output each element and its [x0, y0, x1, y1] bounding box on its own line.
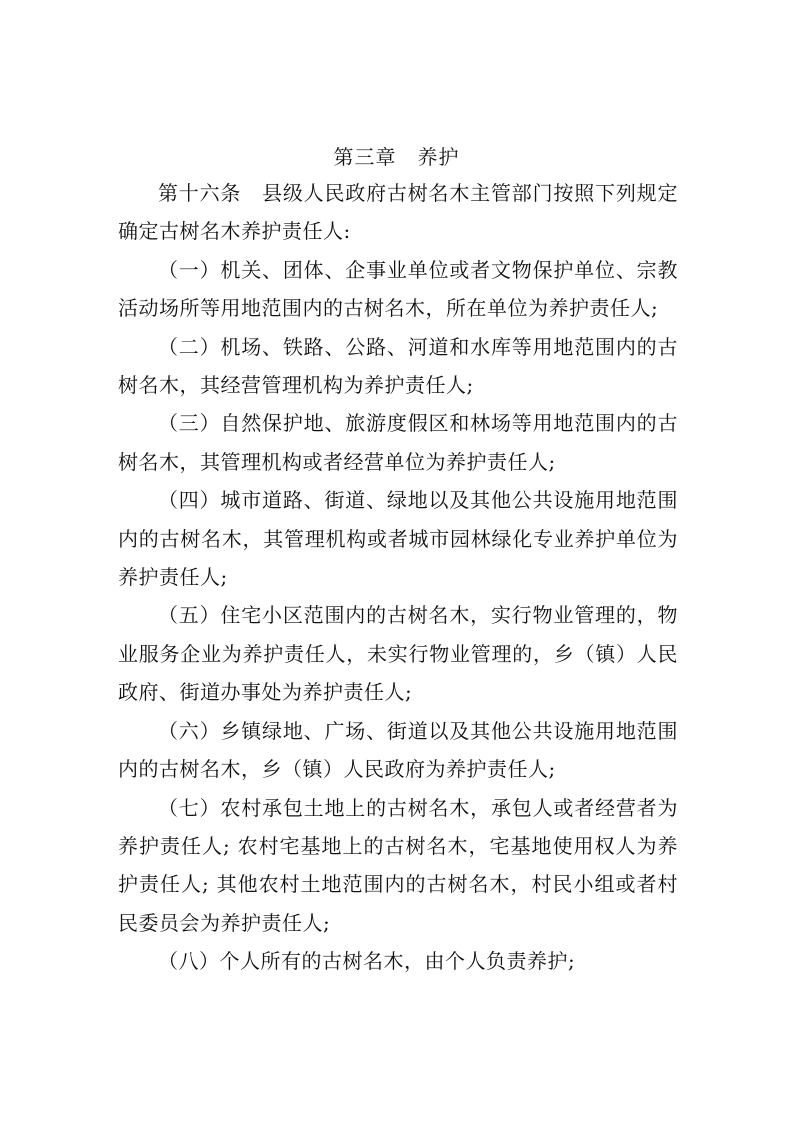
- chapter-title: 第三章 养护: [333, 145, 460, 169]
- article-item-5: （五）住宅小区范围内的古树名木，实行物业管理的，物业服务企业为养护责任人，未实行物业管理的，乡（镇）人民政府、街道办事处为养护责任人;: [118, 603, 678, 705]
- article-item-2: （二）机场、铁路、公路、河道和水库等用地范围内的古树名木，其经营管理机构为养护责任人;: [118, 334, 678, 398]
- article-item-4: （四）城市道路、街道、绿地以及其他公共设施用地范围内的古树名木，其管理机构或者城市园林绿化专业养护单位为养护责任人;: [118, 488, 678, 590]
- article-intro-text: 县级人民政府古树名木主管部门按照下列规定确定古树名木养护责任人:: [118, 181, 678, 244]
- article-item-6: （六）乡镇绿地、广场、街道以及其他公共设施用地范围内的古树名木，乡（镇）人民政府为养护责任人;: [118, 718, 678, 782]
- article-number: 第十六条: [158, 181, 263, 205]
- article-item-8: （八）个人所有的古树名木，由个人负责养护;: [158, 949, 576, 974]
- article-item-7: （七）农村承包土地上的古树名木，承包人或者经营者为养护责任人; 农村宅基地上的古树名木，宅基地使用权人为养护责任人; 其他农村土地范围内的古树名木，村民小组或者村民委员会为养护责任人;: [118, 795, 678, 935]
- article-item-1: （一）机关、团体、企事业单位或者文物保护单位、宗教活动场所等用地范围内的古树名木，所在单位为养护责任人;: [118, 257, 678, 321]
- article-intro-paragraph: [118, 174, 678, 251]
- article-item-3: （三）自然保护地、旅游度假区和林场等用地范围内的古树名木，其管理机构或者经营单位为养护责任人;: [118, 411, 678, 474]
- article-body: [118, 174, 678, 981]
